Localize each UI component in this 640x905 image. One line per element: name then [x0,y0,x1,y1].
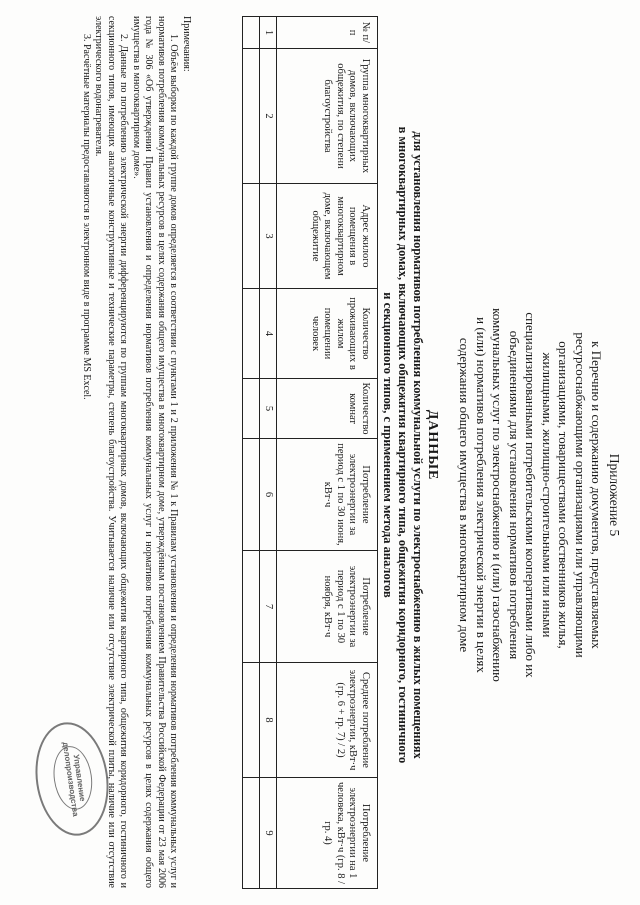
table-header-cell: Потребление электроэнергии на 1 человека, кВт·ч (гр. 8 / гр. 4) [277,778,378,889]
table-cell [243,379,260,439]
table-header-cell: Среднее потребление электроэнергии, кВт·ч (гр. 6 + гр. 7) / 2) [277,663,378,778]
appendix-title: Приложение 5 [607,453,622,537]
table-cell [243,439,260,551]
table-cell [243,663,260,778]
column-number: 6 [260,439,277,551]
column-number: 4 [260,289,277,379]
appendix-line: коммунальных услуг по электроснабжению и (или) газоснабжению [490,308,506,682]
table-header-cell: № п/п [277,17,378,49]
column-number: 2 [260,49,277,184]
table-cell [243,17,260,49]
table-cell [243,49,260,184]
table-cell [243,184,260,289]
table-cell [243,551,260,663]
document-heading [380,10,440,880]
table-header-cell: Количество комнат [277,379,378,439]
table-cell [243,778,260,889]
column-number: 8 [260,663,277,778]
column-number: 3 [260,184,277,289]
table-header-cell: Потребление электроэнергии за период с 1 по 30 ноября, кВт·ч [277,551,378,663]
heading-line: и секционного типов, с применением метода аналогов [381,292,395,598]
data-table [242,16,378,889]
note-item: 1. Объём выборки по каждой группе домов определяется в соответствии с пунктами 1 и 2 приложения № 1 к Правилам установления и определения нормативов потребления коммунальных услуг и нормативов потребления коммунальных ресурсов в целях содержания общего имущества в многоквартирном доме, утверждённым постановлением Правительства Российской Федерации от 23 мая 2006 года № 306 «Об утверждении Правил установления и определения нормативов потребления коммунальных услуг и нормативов потребления коммунальных ресурсов в целях содержания общего имущества в многоквартирном доме». [131,16,180,888]
table-header-cell: Количество проживающих в жилом помещении человек [277,289,378,379]
appendix-line: специализированными потребительскими кооперативами либо их [523,312,539,678]
appendix-block [456,200,622,790]
note-item: 3. Расчётные материалы предоставляются в электронном виде в программе MS Excel. [81,34,92,400]
appendix-line: организациями, товариществами собственников жилья, [556,341,572,649]
appendix-line: ресурсоснабжающими организациями или управляющими [573,332,588,658]
heading-title: ДАННЫЕ [425,409,440,481]
table-number-row [260,17,277,889]
table-empty-row [243,17,260,889]
table-header-cell: Адрес жилого помещения в многоквартирном доме, включающем общежитие [277,184,378,289]
heading-line: для установления нормативов потребления коммунальной услуги по электроснабжению в жилых помещениях [411,131,425,759]
note-item: 2. Данные по потреблению электрической энергии дифференцируются по группам многоквартирных домов, включающих общежития квартирного типа, общежития коридорного, гостиничного и секционного типов, имеющих аналогичные конструктивные и технические параметры, степень благоустройства. Учитывается наличие или отсутствие электрической плиты, наличие или отсутствие электрического водонагревателя. [93,16,130,888]
table-header-row [277,17,378,889]
table-cell [243,289,260,379]
table-header-cell: Потребление электроэнергии за период с 1 по 30 июня, кВт·ч [277,439,378,551]
notes-title: Примечания: [181,16,192,72]
stamp-label: Управление делопроизводства [60,741,88,818]
column-number: 9 [260,778,277,889]
appendix-line: жилищными, жилищно-строительными или иными [540,352,555,638]
column-number: 5 [260,379,277,439]
column-number: 1 [260,17,277,49]
table-header-cell: Группа многоквартирных домов, включающих общежития, по степени благоустройства [277,49,378,184]
column-number: 7 [260,551,277,663]
heading-line: в многоквартирных домах, включающих общежития квартирного типа, общежития коридорного, гостиничного [396,126,410,764]
appendix-line: содержания общего имущества в многоквартирном доме [457,337,473,653]
appendix-line: и (или) нормативов потребления электрической энергии в целях [474,317,489,673]
appendix-line: объединениями для установления нормативов потребления [507,330,522,660]
appendix-line: к Перечню и содержанию документов, представляемых [589,341,605,649]
